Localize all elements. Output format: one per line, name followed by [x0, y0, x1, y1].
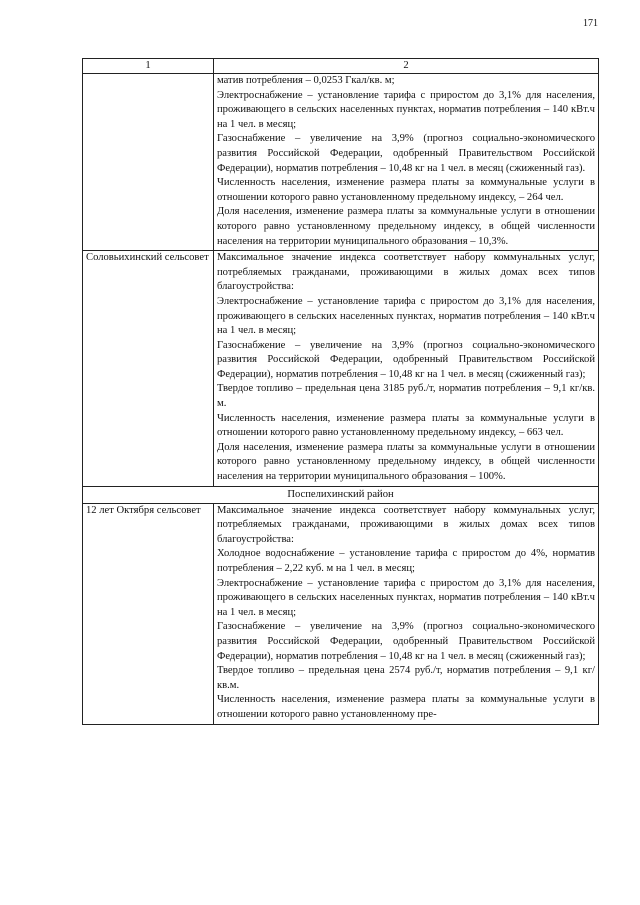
municipality-name [83, 74, 214, 251]
table-row [83, 251, 599, 487]
paragraph: Твердое топливо – предельная цена 3185 руб./т, норматив потребления – 9,1 кг/кв. м. [217, 383, 595, 410]
region-title: Поспелихинский район [83, 486, 599, 503]
paragraph: матив потребления – 0,0253 Гкал/кв. м; [217, 75, 395, 86]
paragraph: Электроснабжение – установление тарифа с приростом до 3,1% для населения, проживающего в сельских населенных пунктах, норматив потребления – 140 кВт.ч на 1 чел. в месяц; [217, 577, 595, 618]
column-header-1: 1 [83, 59, 214, 74]
table-row [83, 74, 599, 251]
paragraph: Доля населения, изменение размера платы за коммунальные услуги в отношении которого равно установленному предельному индексу, в общей численности населения на территории муниципального образования – 10,3%. [217, 206, 595, 247]
municipality-name: Соловьихинский сельсовет [83, 251, 214, 487]
page-number: 171 [583, 18, 598, 29]
paragraph: Численность населения, изменение размера платы за коммунальные услуги в отношении которого равно установленному пре- [217, 694, 595, 720]
paragraph: Газоснабжение – увеличение на 3,9% (прогноз социально-экономического развития Российской Федерации, одобренный Правительством Российской Федерации), норматив потребления – 10,48 кг на 1 чел. в месяц (сжиженный газ); [217, 621, 595, 662]
paragraph: Доля населения, изменение размера платы за коммунальные услуги в отношении которого равно установленному предельному индексу, в общей численности населения на территории муниципального образования – 100%. [217, 441, 595, 483]
paragraph: Электроснабжение – установление тарифа с приростом до 3,1% для населения, проживающего в сельских населенных пунктах, норматив потребления – 140 кВт.ч на 1 чел. в месяц; [217, 295, 595, 337]
table-row [83, 503, 599, 724]
paragraph: Численность населения, изменение размера платы за коммунальные услуги в отношении которого равно установленному предельному индексу, – 264 чел. [217, 177, 595, 203]
tariff-table [82, 58, 599, 725]
paragraph: Максимальное значение индекса соответствует набору коммунальных услуг, потребляемых гражданами, проживающими в жилых домах всех типов благоустройства: [217, 504, 595, 545]
paragraph: Электроснабжение – установление тарифа с приростом до 3,1% для населения, проживающего в сельских населенных пунктах, норматив потребления – 140 кВт.ч на 1 чел. в месяц; [217, 89, 595, 130]
region-row [83, 486, 599, 503]
indicator-text [214, 74, 599, 251]
indicator-text [214, 251, 599, 487]
paragraph: Численность населения, изменение размера платы за коммунальные услуги в отношении которого равно установленному предельному индексу, – 663 чел. [217, 412, 595, 439]
municipality-name: 12 лет Октября сельсовет [83, 503, 214, 724]
column-header-2: 2 [214, 59, 599, 74]
paragraph: Холодное водоснабжение – установление тарифа с приростом до 4%, норматив потребления – 2,22 куб. м на 1 чел. в месяц; [217, 548, 595, 574]
paragraph: Газоснабжение – увеличение на 3,9% (прогноз социально-экономического развития Российской Федерации, одобренный Правительством Российской Федерации), норматив потребления – 10,48 кг на 1 чел. в месяц (сжиженный газ); [217, 339, 595, 380]
column-header-row [83, 59, 599, 74]
paragraph: Максимальное значение индекса соответствует набору коммунальных услуг, потребляемых гражданами, проживающими в жилых домах всех типов благоустройства: [217, 252, 595, 293]
indicator-text [214, 503, 599, 724]
paragraph: Твердое топливо – предельная цена 2574 руб./т, норматив потребления – 9,1 кг/кв.м. [217, 665, 595, 691]
paragraph: Газоснабжение – увеличение на 3,9% (прогноз социально-экономического развития Российской Федерации, одобренный Правительством Российской Федерации), норматив потребления – 10,48 кг на 1 чел. в месяц (сжиженный газ). [217, 133, 595, 174]
